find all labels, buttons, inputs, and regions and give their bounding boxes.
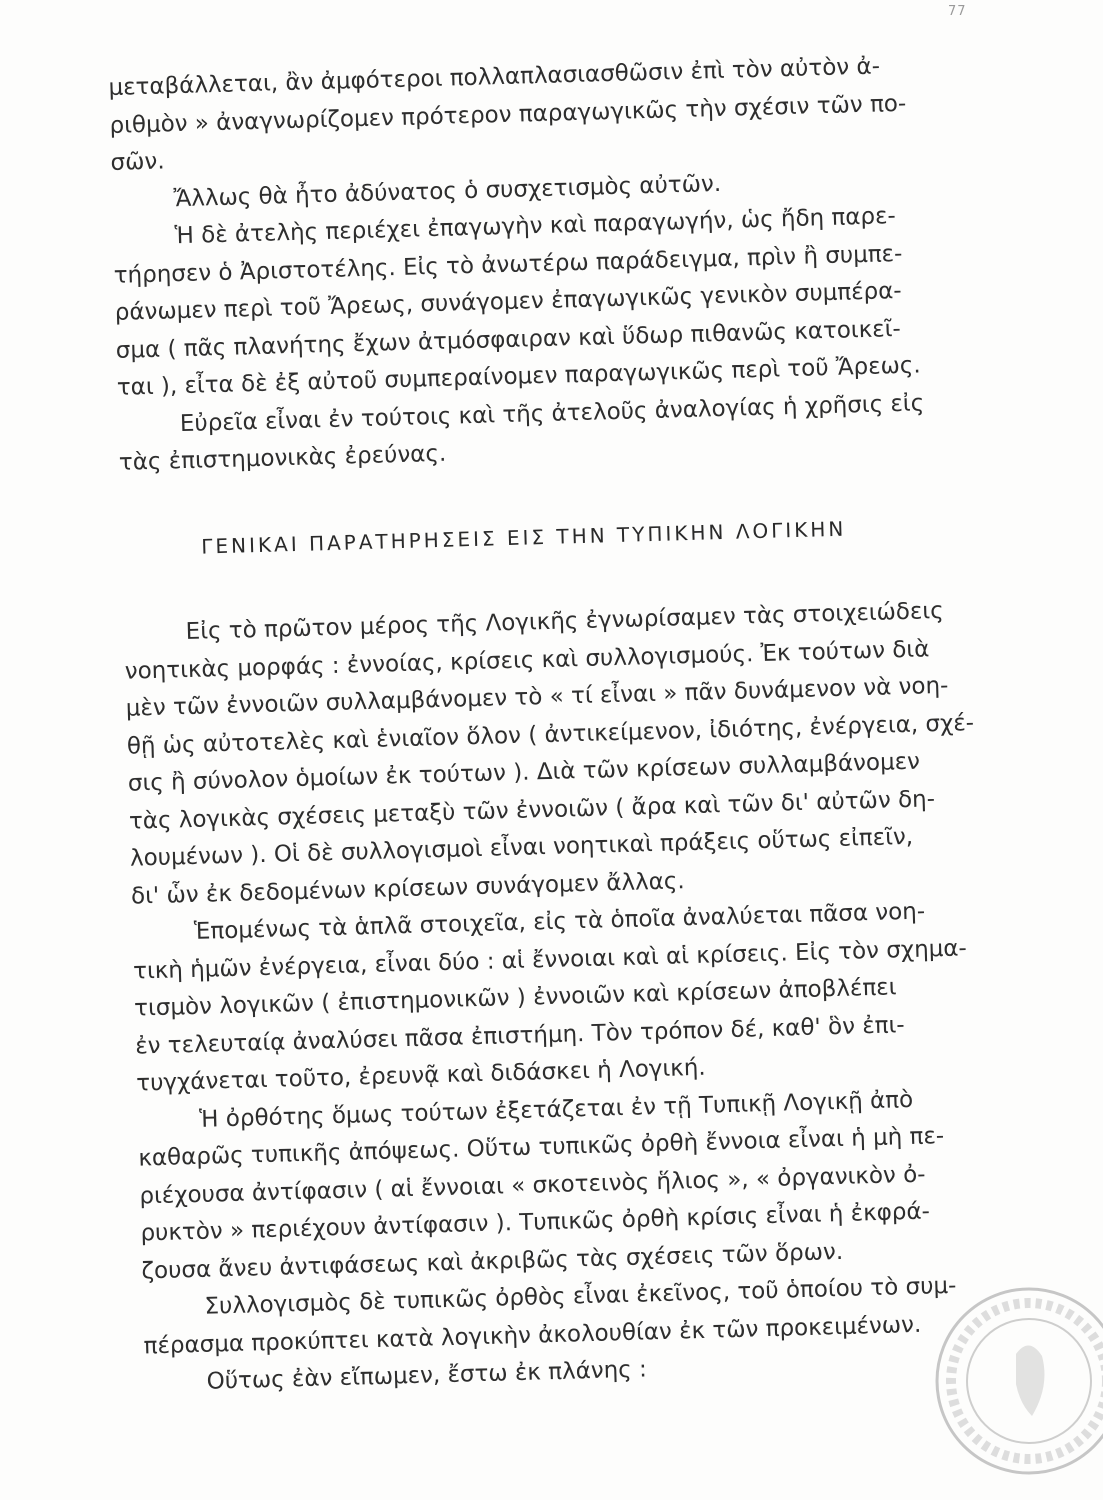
text-line: Ἄλλως θὰ ἦτο ἀδύνατος ὁ συσχετισμὸς αὐτῶν.: [173, 170, 722, 212]
text-line: Ἡ ὀρθότης ὅμως τούτων ἐξετάζεται ἐν τῇ Τυπικῇ Λογικῇ ἀπὸ: [198, 1086, 914, 1133]
text-line: ριθμὸν » ἀναγνωρίζομεν πρότερον παραγωγικῶς τὴν σχέσιν τῶν πο-: [109, 90, 907, 139]
text-line: τισμὸν λογικῶν ( ἐπιστημονικῶν ) ἐννοιῶν καὶ κρίσεων ἀποβλέπει: [133, 974, 897, 1022]
text-line: νοητικὰς μορφάς : ἐννοίας, κρίσεις καὶ συλλογισμούς. Ἐκ τούτων διὰ: [124, 635, 930, 685]
text-line: Ἑπομένως τὰ ἁπλᾶ στοιχεῖα, εἰς τὰ ὁποῖα ἀναλύεται πᾶσα νοη-: [193, 898, 926, 945]
page-number: 77: [948, 4, 967, 19]
text-line: σις ἢ σύνολον ὁμοίων ἐκ τούτων ). Διὰ τῶν κρίσεων συλλαμβάνομεν: [127, 748, 921, 797]
text-line: τικὴ ἡμῶν ἐνέργεια, εἶναι δύο : αἱ ἔννοιαι καὶ αἱ κρίσεις. Εἰς τὸν σχημα-: [132, 934, 968, 985]
text-line: ρυκτὸν » περιέχουν ἀντίφασιν ). Τυπικῶς ὀρθὴ κρίσις εἶναι ἡ ἐκφρά-: [140, 1198, 931, 1247]
text-line: ριέχουσα ἀντίφασιν ( αἱ ἔννοιαι « σκοτεινὸς ἥλιος », « ὀργανικὸν ὀ-: [139, 1161, 926, 1210]
text-line: θῇ ὡς αὐτοτελὲς καὶ ἑνιαῖον ὅλον ( ἀντικείμενον, ἰδιότης, ἐνέργεια, σχέ-: [126, 709, 975, 760]
library-stamp-icon: [924, 1276, 1103, 1486]
text-line: Ἡ δὲ ἀτελὴς περιέχει ἐπαγωγὴν καὶ παραγωγήν, ὡς ἤδη παρε-: [174, 203, 897, 250]
text-line: πέρασμα προκύπτει κατὰ λογικὴν ἀκολουθίαν ἐκ τῶν προκειμένων.: [143, 1311, 922, 1359]
text-line: Οὕτως ἐὰν εἴπωμεν, ἔστω ἐκ πλάνης :: [206, 1356, 648, 1395]
text-line: σμα ( πᾶς πλανήτης ἔχων ἀτμόσφαιραν καὶ ὕδωρ πιθανῶς κατοικεῖ-: [115, 315, 902, 364]
text-line: ται ), εἶτα δὲ ἐξ αὐτοῦ συμπεραίνομεν παραγωγικῶς περὶ τοῦ Ἄρεως.: [116, 352, 922, 401]
text-line: τὰς λογικὰς σχέσεις μεταξὺ τῶν ἐννοιῶν ( ἄρα καὶ τῶν δι' αὐτῶν δη-: [128, 785, 936, 835]
text-line: ράνωμεν περὶ τοῦ Ἄρεως, συνάγομεν ἐπαγωγικῶς γενικὸν συμπέρα-: [114, 277, 902, 326]
text-line: δι' ὧν ἐκ δεδομένων κρίσεων συνάγομεν ἄλλας.: [130, 867, 685, 910]
text-line: μὲν τῶν ἐννοιῶν συλλαμβάνομεν τὸ « τί εἶναι » πᾶν δυνάμενον νὰ νοη-: [125, 672, 949, 722]
text-line: τήρησεν ὁ Ἀριστοτέλης. Εἰς τὸ ἀνωτέρω παράδειγμα, πρὶν ἢ συμπε-: [113, 240, 903, 289]
text-line: τὰς ἐπιστημονικὰς ἐρεύνας.: [118, 440, 447, 476]
text-line: σῶν.: [110, 148, 165, 176]
text-line: ζουσα ἄνευ ἀντιφάσεως καὶ ἀκριβῶς τὰς σχέσεις τῶν ὅρων.: [141, 1238, 844, 1285]
text-line: ἐν τελευταίᾳ ἀναλύσει πᾶσα ἐπιστήμη. Τὸν τρόπον δέ, καθ' ὃν ἐπι-: [134, 1011, 905, 1060]
text-line: λουμένων ). Οἱ δὲ συλλογισμοὶ εἶναι νοητικαὶ πράξεις οὕτως εἰπεῖν,: [129, 823, 914, 872]
text-line: καθαρῶς τυπικῆς ἀπόψεως. Οὕτω τυπικῶς ὀρθὴ ἔννοια εἶναι ἡ μὴ πε-: [138, 1123, 945, 1172]
text-line: τυγχάνεται τοῦτο, ἐρευνᾷ καὶ διδάσκει ἡ Λογική.: [135, 1054, 707, 1097]
text-line: Εὐρεῖα εἶναι ἐν τούτοις καὶ τῆς ἀτελοῦς ἀναλογίας ἡ χρῆσις εἰς: [179, 389, 925, 437]
text-line: Συλλογισμὸς δὲ τυπικῶς ὀρθὸς εἶναι ἐκεῖνος, τοῦ ὁποίου τὸ συμ-: [204, 1272, 957, 1320]
section-heading: ΓΕΝΙΚΑΙ ΠΑΡΑΤΗΡΗΣΕΙΣ ΕΙΣ ΤΗΝ ΤΥΠΙΚΗΝ ΛΟΓΙΚΗΝ: [200, 516, 847, 559]
text-line: μεταβάλλεται, ἂν ἀμφότεροι πολλαπλασιασθῶσιν ἐπὶ τὸν αὐτὸν ἀ-: [108, 53, 881, 101]
text-body: [108, 45, 1025, 1403]
text-line: Εἰς τὸ πρῶτον μέρος τῆς Λογικῆς ἐγνωρίσαμεν τὰς στοιχειώδεις: [185, 597, 944, 646]
